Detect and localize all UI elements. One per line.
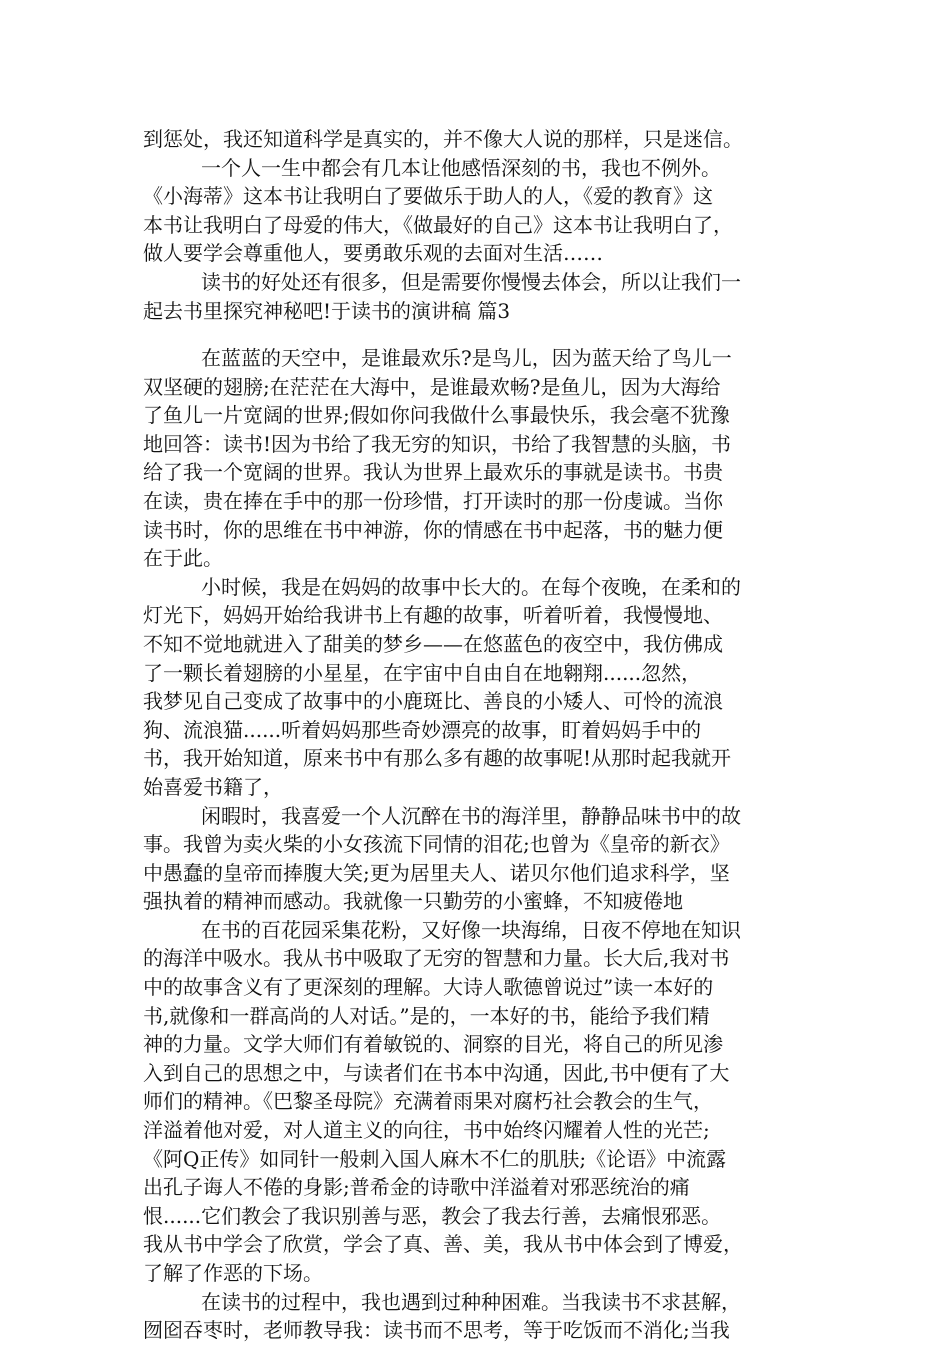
- text-line: 恨......它们教会了我识别善与恶，教会了我去行善，去痛恨邪恶。: [143, 1203, 722, 1228]
- text-line: 在于此。: [143, 546, 223, 571]
- text-line: 不知不觉地就进入了甜美的梦乡——在悠蓝色的夜空中，我仿佛成: [143, 631, 723, 656]
- text-line: 囫囵吞枣时，老师教导我：读书而不思考，等于吃饭而不消化;当我: [143, 1318, 730, 1343]
- text-line: 《阿Q正传》如同针一般刺入国人麻木不仁的肌肤;《论语》中流露: [143, 1146, 727, 1171]
- text-line: 狗、流浪猫......听着妈妈那些奇妙漂亮的故事，盯着妈妈手中的: [143, 717, 702, 742]
- text-line: 在读，贵在捧在手中的那一份珍惜，打开读时的那一份虔诚。当你: [143, 488, 723, 513]
- text-line: 一个人一生中都会有几本让他感悟深刻的书，我也不例外。: [201, 155, 721, 180]
- text-line: 始喜爱书籍了，: [143, 774, 283, 799]
- text-line: 了一颗长着翅膀的小星星，在宇宙中自由自在地翱翔......忽然，: [143, 660, 702, 685]
- text-line: 洋溢着他对爱，对人道主义的向往，书中始终闪耀着人性的光芒;: [143, 1118, 710, 1143]
- text-line: 做人要学会尊重他人，要勇敢乐观的去面对生活……: [143, 241, 603, 266]
- text-line: 小时候，我是在妈妈的故事中长大的。在每个夜晚，在柔和的: [201, 574, 741, 599]
- text-line: 地回答：读书!因为书给了我无穷的知识，书给了我智慧的头脑，书: [143, 431, 732, 456]
- text-line: 强执着的精神而感动。我就像一只勤劳的小蜜蜂，不知疲倦地: [143, 889, 683, 914]
- text-line: 读书时，你的思维在书中神游，你的情感在书中起落，书的魅力便: [143, 517, 723, 542]
- text-line: 入到自己的思想之中，与读者们在书本中沟通，因此,书中便有了大: [143, 1060, 730, 1085]
- text-line: 闲暇时，我喜爱一个人沉醉在书的海洋里，静静品味书中的故: [201, 803, 741, 828]
- text-section-main: [143, 344, 823, 1345]
- text-line: 在读书的过程中，我也遇到过种种困难。当我读书不求甚解，: [201, 1289, 741, 1314]
- text-line: 中愚蠢的皇帝而捧腹大笑;更为居里夫人、诺贝尔他们追求科学，坚: [143, 860, 730, 885]
- text-section-top: [143, 125, 823, 325]
- text-line: 《小海蒂》这本书让我明白了要做乐于助人的人，《爱的教育》这: [143, 184, 713, 209]
- text-line: 事。我曾为卖火柴的小女孩流下同情的泪花;也曾为《皇帝的新衣》: [143, 832, 730, 857]
- text-line: 到惩处，我还知道科学是真实的，并不像大人说的那样，只是迷信。: [143, 127, 743, 151]
- text-line: 给了我一个宽阔的世界。我认为世界上最欢乐的事就是读书。书贵: [143, 460, 723, 485]
- text-line: 的海洋中吸水。我从书中吸取了无穷的智慧和力量。长大后,我对书: [143, 946, 730, 971]
- text-line: 中的故事含义有了更深刻的理解。大诗人歌德曾说过”读一本好的: [143, 975, 714, 1000]
- text-line: 了鱼儿一片宽阔的世界;假如你问我做什么事最快乐，我会毫不犹豫: [143, 403, 730, 428]
- text-line: 师们的精神。《巴黎圣母院》充满着雨果对腐朽社会教会的生气，: [143, 1089, 713, 1114]
- text-line: 书，我开始知道，原来书中有那么多有趣的故事呢!从那时起我就开: [143, 746, 732, 771]
- text-line: 神的力量。文学大师们有着敏锐的、洞察的目光，将自己的所见渗: [143, 1032, 723, 1057]
- text-line: 灯光下，妈妈开始给我讲书上有趣的故事，听着听着，我慢慢地、: [143, 603, 723, 628]
- text-line: 我梦见自己变成了故事中的小鹿斑比、善良的小矮人、可怜的流浪: [143, 689, 723, 714]
- text-line: 本书让我明白了母爱的伟大，《做最好的自己》这本书让我明白了，: [143, 212, 733, 237]
- text-line: 书,就像和一群高尚的人对话。”是的，一本好的书，能给予我们精: [143, 1003, 710, 1028]
- text-line: 在书的百花园采集花粉，又好像一块海绵，日夜不停地在知识: [201, 917, 741, 942]
- text-line: 读书的好处还有很多，但是需要你慢慢去体会，所以让我们一: [201, 269, 741, 294]
- text-line: 起去书里探究神秘吧!于读书的演讲稿 篇3: [143, 298, 511, 323]
- text-line: 我从书中学会了欣赏，学会了真、善、美，我从书中体会到了博爱，: [143, 1232, 743, 1257]
- text-line: 出孔子诲人不倦的身影;普希金的诗歌中洋溢着对邪恶统治的痛: [143, 1175, 690, 1200]
- text-line: 双坚硬的翅膀;在茫茫在大海中，是谁最欢畅?是鱼儿，因为大海给: [143, 374, 721, 399]
- text-line: 了解了作恶的下场。: [143, 1261, 323, 1285]
- text-line: 在蓝蓝的天空中，是谁最欢乐?是鸟儿，因为蓝天给了鸟儿一: [201, 346, 732, 370]
